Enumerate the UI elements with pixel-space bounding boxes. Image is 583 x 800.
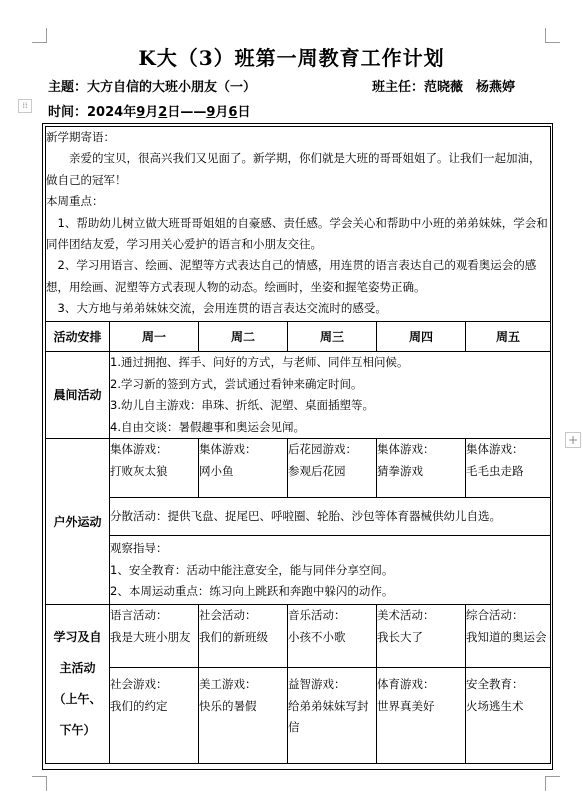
date-year: 2024年 <box>87 105 137 120</box>
activity-type: 体育游戏： <box>377 677 435 691</box>
focus-item: 3、大方地与弟弟妹妹交流，会用连贯的语言表达交流时的感受。 <box>57 301 387 316</box>
table-move-handle-icon[interactable]: ⁞⁞ <box>18 99 32 113</box>
activity-type: 安全教育： <box>466 677 524 691</box>
outdoor-game-friday[interactable] <box>466 439 551 498</box>
date-month-start: 9 <box>136 105 146 120</box>
outdoor-game-monday[interactable] <box>110 439 199 498</box>
guide-title: 观察指导： <box>110 541 168 555</box>
morning-content[interactable] <box>110 352 551 439</box>
play-friday[interactable] <box>466 668 551 764</box>
page-corner-top-right <box>545 28 560 43</box>
date-month-char: 月 <box>145 105 159 120</box>
activity-type: 美术活动： <box>377 608 435 622</box>
teacher-label: 班主任： <box>372 80 425 95</box>
header-thursday[interactable]: 周四 <box>377 322 466 352</box>
focus-item: 2、学习用语言、绘画、泥塑等方式表达自己的情感，用连贯的语言表达自己的观看奥运会的感想，用绘画、泥塑等方式表现人物的动态。绘画时，坐姿和握笔姿势正确。 <box>46 258 537 294</box>
morning-item: 2.学习新的签到方式，尝试通过看钟来确定时间。 <box>110 376 363 391</box>
date-day-end: 6 <box>228 105 238 120</box>
activity-type: 美工游戏： <box>199 677 257 691</box>
study-label-line: 学习及自 <box>53 630 102 644</box>
page-corner-bottom-left <box>32 776 47 791</box>
teacher-line <box>372 76 515 95</box>
activity-name: 火场逃生术 <box>466 698 524 713</box>
outdoor-game-wednesday[interactable] <box>288 439 377 498</box>
activity-name: 我是大班小朋友 <box>110 629 191 644</box>
study-label-line: 主活动 <box>59 661 96 675</box>
activity-type: 益智游戏： <box>288 677 346 691</box>
date-line <box>48 101 250 120</box>
study-row-2 <box>46 668 551 764</box>
guide-item: 1、安全教育：活动中能注意安全，能与同伴分享空间。 <box>110 562 394 577</box>
activity-name: 我知道的奥运会 <box>466 629 547 644</box>
morning-item: 3.幼儿自主游戏：串珠、折纸、泥塑、桌面插塑等。 <box>110 398 374 412</box>
game-type: 集体游戏： <box>377 442 435 456</box>
activity-type: 综合活动： <box>466 608 524 622</box>
teacher-names: 范晓薇 杨燕婷 <box>424 80 516 95</box>
plan-table <box>45 126 551 764</box>
intro-cell[interactable] <box>46 127 551 322</box>
greeting-title: 新学期寄语： <box>46 130 115 144</box>
study-label-line: （上午、 <box>53 692 102 706</box>
header-row <box>46 322 551 352</box>
header-activity[interactable]: 活动安排 <box>46 322 110 352</box>
focus-title: 本周重点： <box>46 194 104 209</box>
study-thursday[interactable] <box>377 605 466 668</box>
play-wednesday[interactable] <box>288 668 377 764</box>
focus-item: 1、帮助幼儿树立做大班哥哥姐姐的自豪感、责任感。学会关心和帮助中小班的弟弟妹妹，学会和同伴团结友爱，学习用关心爱护的语言和小朋友交往。 <box>46 215 548 252</box>
game-name: 打败灰太狼 <box>110 463 168 478</box>
activity-name: 给弟弟妹妹写封信 <box>288 698 369 734</box>
activity-type: 语言活动： <box>110 608 168 622</box>
activity-name: 小孩不小歌 <box>288 629 346 644</box>
activity-type: 社会活动： <box>199 608 257 622</box>
date-month-end: 9 <box>206 105 216 120</box>
guide-item: 2、本周运动重点：练习向上跳跃和奔跑中躲闪的动作。 <box>110 584 394 598</box>
date-day-start: 2 <box>158 105 168 120</box>
document-title: K大（3）班第一周教育工作计划 <box>138 46 445 70</box>
add-column-icon[interactable]: + <box>565 432 581 448</box>
page-corner-top-left <box>32 28 47 43</box>
morning-label[interactable]: 晨间活动 <box>46 352 110 439</box>
header-friday[interactable]: 周五 <box>466 322 551 352</box>
activity-type: 音乐活动： <box>288 608 346 622</box>
outdoor-game-tuesday[interactable] <box>199 439 288 498</box>
header-tuesday[interactable]: 周二 <box>199 322 288 352</box>
date-day-char: 日 <box>237 105 251 120</box>
game-name: 毛毛虫走路 <box>466 463 524 478</box>
study-row-1 <box>46 605 551 668</box>
outdoor-guide[interactable] <box>110 536 551 605</box>
plan-table-frame <box>42 123 553 770</box>
play-thursday[interactable] <box>377 668 466 764</box>
study-friday[interactable] <box>466 605 551 668</box>
activity-type: 社会游戏： <box>110 677 168 691</box>
study-monday[interactable] <box>110 605 199 668</box>
activity-name: 世界真美好 <box>377 698 435 713</box>
morning-item: 4.自由交谈：暑假趣事和奥运会见闻。 <box>110 419 305 434</box>
theme-label: 主题： <box>48 80 88 95</box>
activity-name: 快乐的暑假 <box>199 698 257 713</box>
morning-item: 1.通过拥抱、挥手、问好的方式，与老师、同伴互相问候。 <box>110 355 409 369</box>
study-wednesday[interactable] <box>288 605 377 668</box>
study-tuesday[interactable] <box>199 605 288 668</box>
outdoor-game-thursday[interactable] <box>377 439 466 498</box>
date-month-char-2: 月 <box>215 105 229 120</box>
game-type: 集体游戏： <box>110 442 168 456</box>
game-type: 后花园游戏： <box>288 442 357 456</box>
theme-line <box>48 76 256 95</box>
game-type: 集体游戏： <box>466 442 524 456</box>
study-label[interactable] <box>46 605 110 764</box>
activity-name: 我们的新班级 <box>199 629 268 644</box>
game-name: 网小鱼 <box>199 463 234 478</box>
date-separator: 日—— <box>167 105 207 120</box>
morning-row <box>46 352 551 439</box>
game-name: 参观后花园 <box>288 463 346 478</box>
play-monday[interactable] <box>110 668 199 764</box>
activity-name: 我长大了 <box>377 629 423 644</box>
study-label-line: 下午） <box>59 723 96 737</box>
header-wednesday[interactable]: 周三 <box>288 322 377 352</box>
outdoor-label[interactable]: 户外运动 <box>46 439 110 605</box>
game-name: 猜拳游戏 <box>377 463 423 478</box>
outdoor-split-row <box>46 498 551 536</box>
theme-value: 大方自信的大班小朋友（一） <box>87 80 257 95</box>
outdoor-guide-row <box>46 536 551 605</box>
page-corner-bottom-right <box>545 776 560 791</box>
outdoor-games-row <box>46 439 551 498</box>
activity-name: 我们的约定 <box>110 698 168 713</box>
game-type: 集体游戏： <box>199 442 257 456</box>
header-monday[interactable]: 周一 <box>110 322 199 352</box>
play-tuesday[interactable] <box>199 668 288 764</box>
outdoor-split-activity[interactable]: 分散活动：提供飞盘、捉尾巴、呼啦圈、轮胎、沙包等体育器械供幼儿自选。 <box>110 498 551 536</box>
date-label: 时间： <box>48 105 88 120</box>
greeting-text: 亲爱的宝贝，很高兴我们又见面了。新学期，你们就是大班的哥哥姐姐了。让我们一起加油，做自己的冠军！ <box>46 151 541 187</box>
